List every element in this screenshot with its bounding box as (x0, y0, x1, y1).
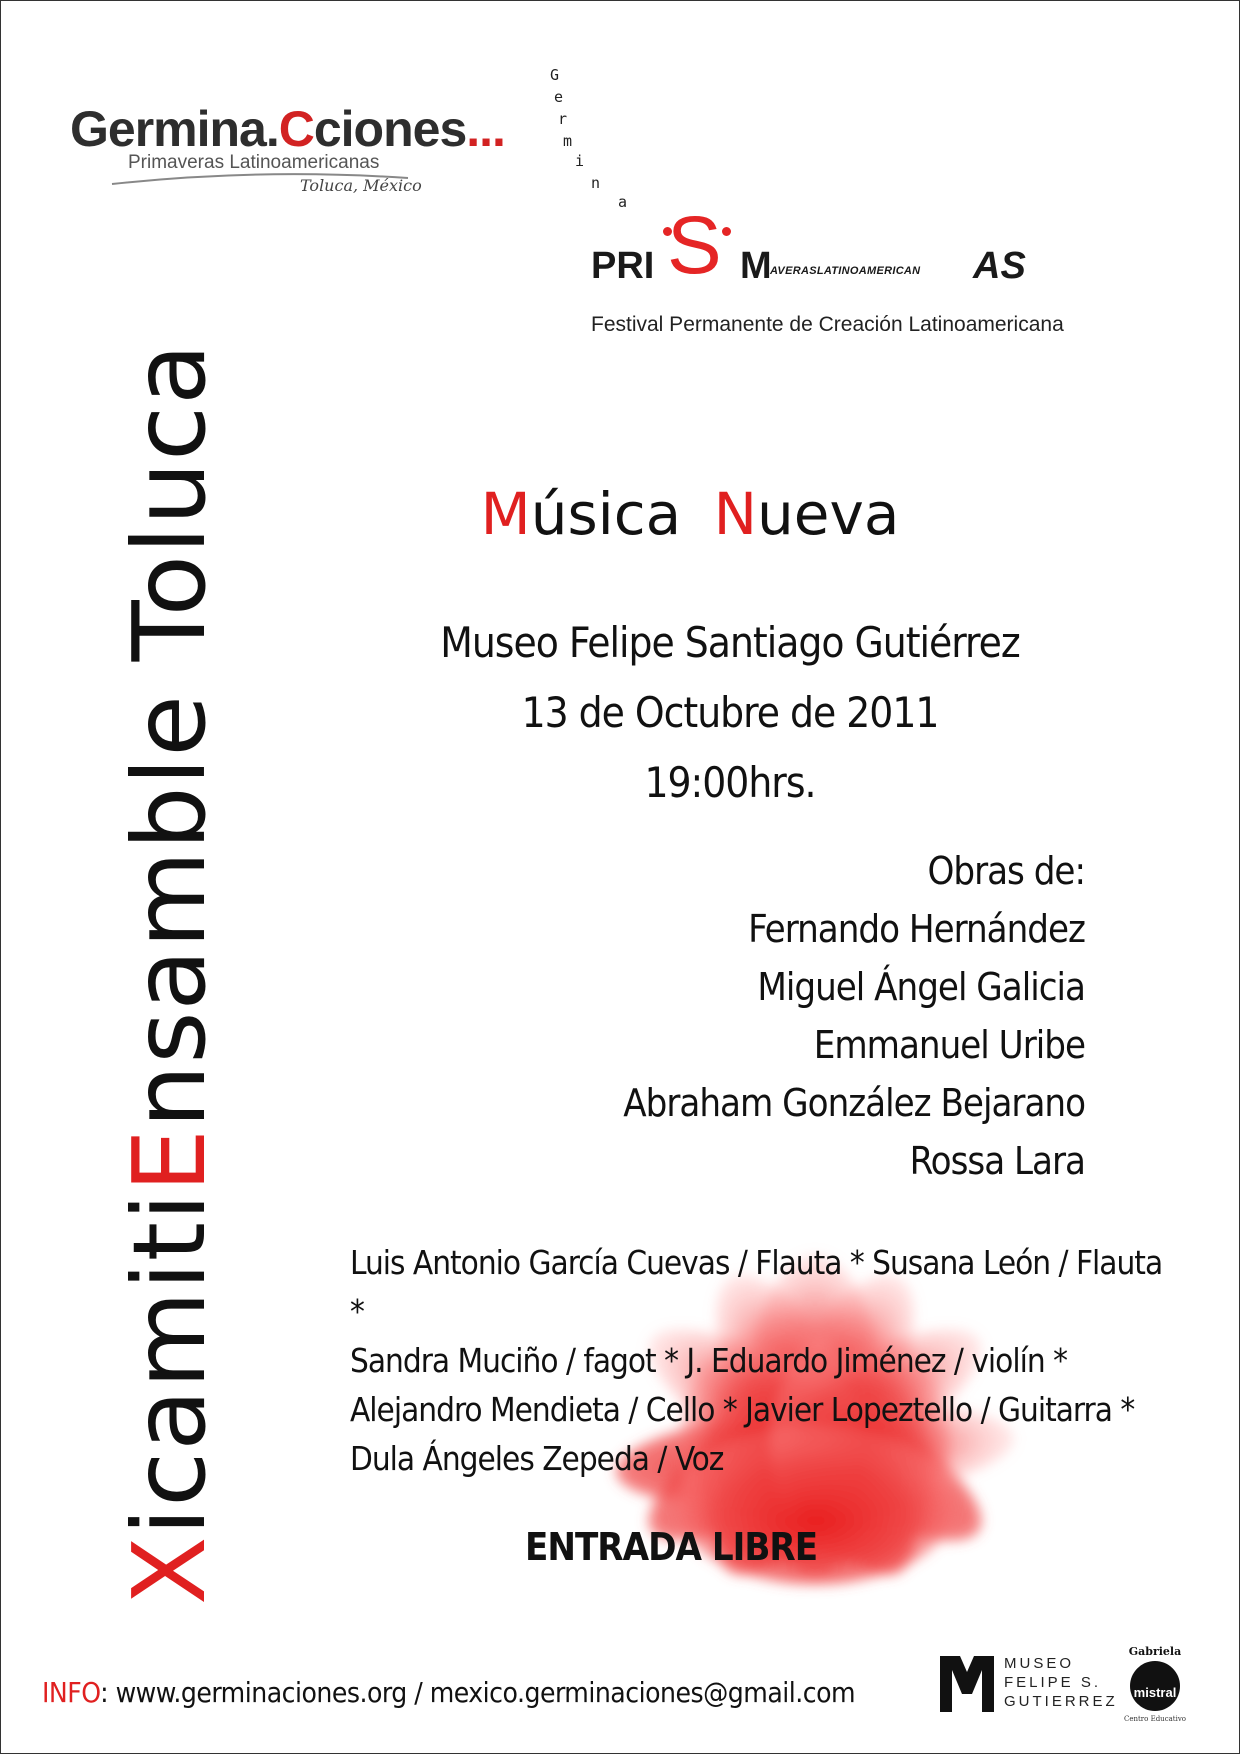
prismas-pri: PRI (591, 245, 655, 287)
prismas-small-text: AVERASLATINOAMERICAN (770, 265, 921, 277)
works-heading: Obras de: (927, 849, 1085, 893)
composer-item: Fernando Hernández (748, 907, 1085, 951)
title-red-letter: X (111, 1535, 228, 1605)
museo-line: MUSEO (1004, 1655, 1075, 1672)
museo-mark-icon (938, 1650, 996, 1714)
mistral-word: mistral (1133, 1685, 1177, 1700)
germinacciones-logo (70, 100, 510, 210)
free-entry-label: ENTRADA LIBRE (525, 1525, 818, 1569)
event-date: 13 de Octubre de 2011 (521, 688, 939, 737)
logo-city: Toluca, México (300, 176, 422, 195)
info-label: INFO (42, 1676, 101, 1709)
mistral-top-text: Gabriela (1128, 1645, 1182, 1658)
composer-item: Abraham González Bejarano (623, 1081, 1085, 1125)
germina-letter: m (563, 132, 573, 150)
logo-wordmark (70, 100, 505, 158)
germina-letter: G (550, 66, 560, 84)
prismas-tagline: Festival Permanente de Creación Latinoamericana (591, 313, 1064, 336)
title-red-letter: E (111, 1128, 228, 1193)
mistral-logo (1120, 1645, 1190, 1735)
logo-word-part: ciones (313, 101, 467, 157)
composer-item: Rossa Lara (909, 1139, 1085, 1183)
museo-logo (938, 1650, 1118, 1720)
logo-word-red: C (278, 101, 314, 157)
composer-item: Emmanuel Uribe (813, 1023, 1085, 1067)
section-title (440, 480, 940, 548)
title-part: ueva (757, 480, 900, 548)
performer-line: Luis Antonio García Cuevas / Flauta * Susana León / Flauta * (350, 1243, 1163, 1331)
vertical-ensemble-title (111, 342, 228, 1605)
germina-letter: n (591, 174, 601, 192)
performer-line: Dula Ángeles Zepeda / Voz (350, 1439, 724, 1478)
title-part: úsica (530, 480, 682, 548)
event-venue: Museo Felipe Santiago Gutiérrez (440, 618, 1020, 667)
prismas-dot (722, 227, 731, 236)
germina-letter: r (558, 110, 568, 128)
prismas-logo (585, 200, 1185, 345)
logo-subtitle: Primaveras Latinoamericanas (128, 152, 380, 173)
logo-word-part: Germina. (70, 101, 279, 157)
event-time: 19:00hrs. (644, 758, 816, 807)
museo-text (1004, 1654, 1118, 1711)
germina-letter: a (618, 193, 628, 211)
title-part: nsamble Toluca (111, 342, 228, 1129)
works-list (580, 842, 1085, 1190)
title-part: icamiti (111, 1192, 228, 1536)
mistral-sub-text: Centro Educativo (1123, 1715, 1187, 1723)
composer-item: Miguel Ángel Galicia (757, 965, 1085, 1009)
performer-line: Alejandro Mendieta / Cello * Javier Lopeztello / Guitarra * (350, 1390, 1135, 1429)
info-contact-text[interactable]: : www.germinaciones.org / mexico.germinaciones@gmail.com (100, 1676, 856, 1709)
title-red-letter: N (713, 480, 758, 548)
germina-letter: e (554, 88, 564, 106)
performer-line: Sandra Muciño / fagot * J. Eduardo Jiménez / violín * (350, 1341, 1067, 1380)
germina-letter: i (575, 152, 585, 170)
logo-word-dots: ... (466, 101, 505, 157)
performers-list (350, 1238, 1180, 1483)
museo-line: FELIPE S. (1004, 1674, 1102, 1691)
title-red-letter: M (480, 480, 531, 548)
prismas-s: S (667, 200, 722, 291)
museo-line: GUTIERREZ (1004, 1693, 1118, 1710)
info-line (42, 1676, 855, 1709)
prismas-m: M (740, 245, 772, 287)
prismas-as: AS (973, 245, 1026, 287)
